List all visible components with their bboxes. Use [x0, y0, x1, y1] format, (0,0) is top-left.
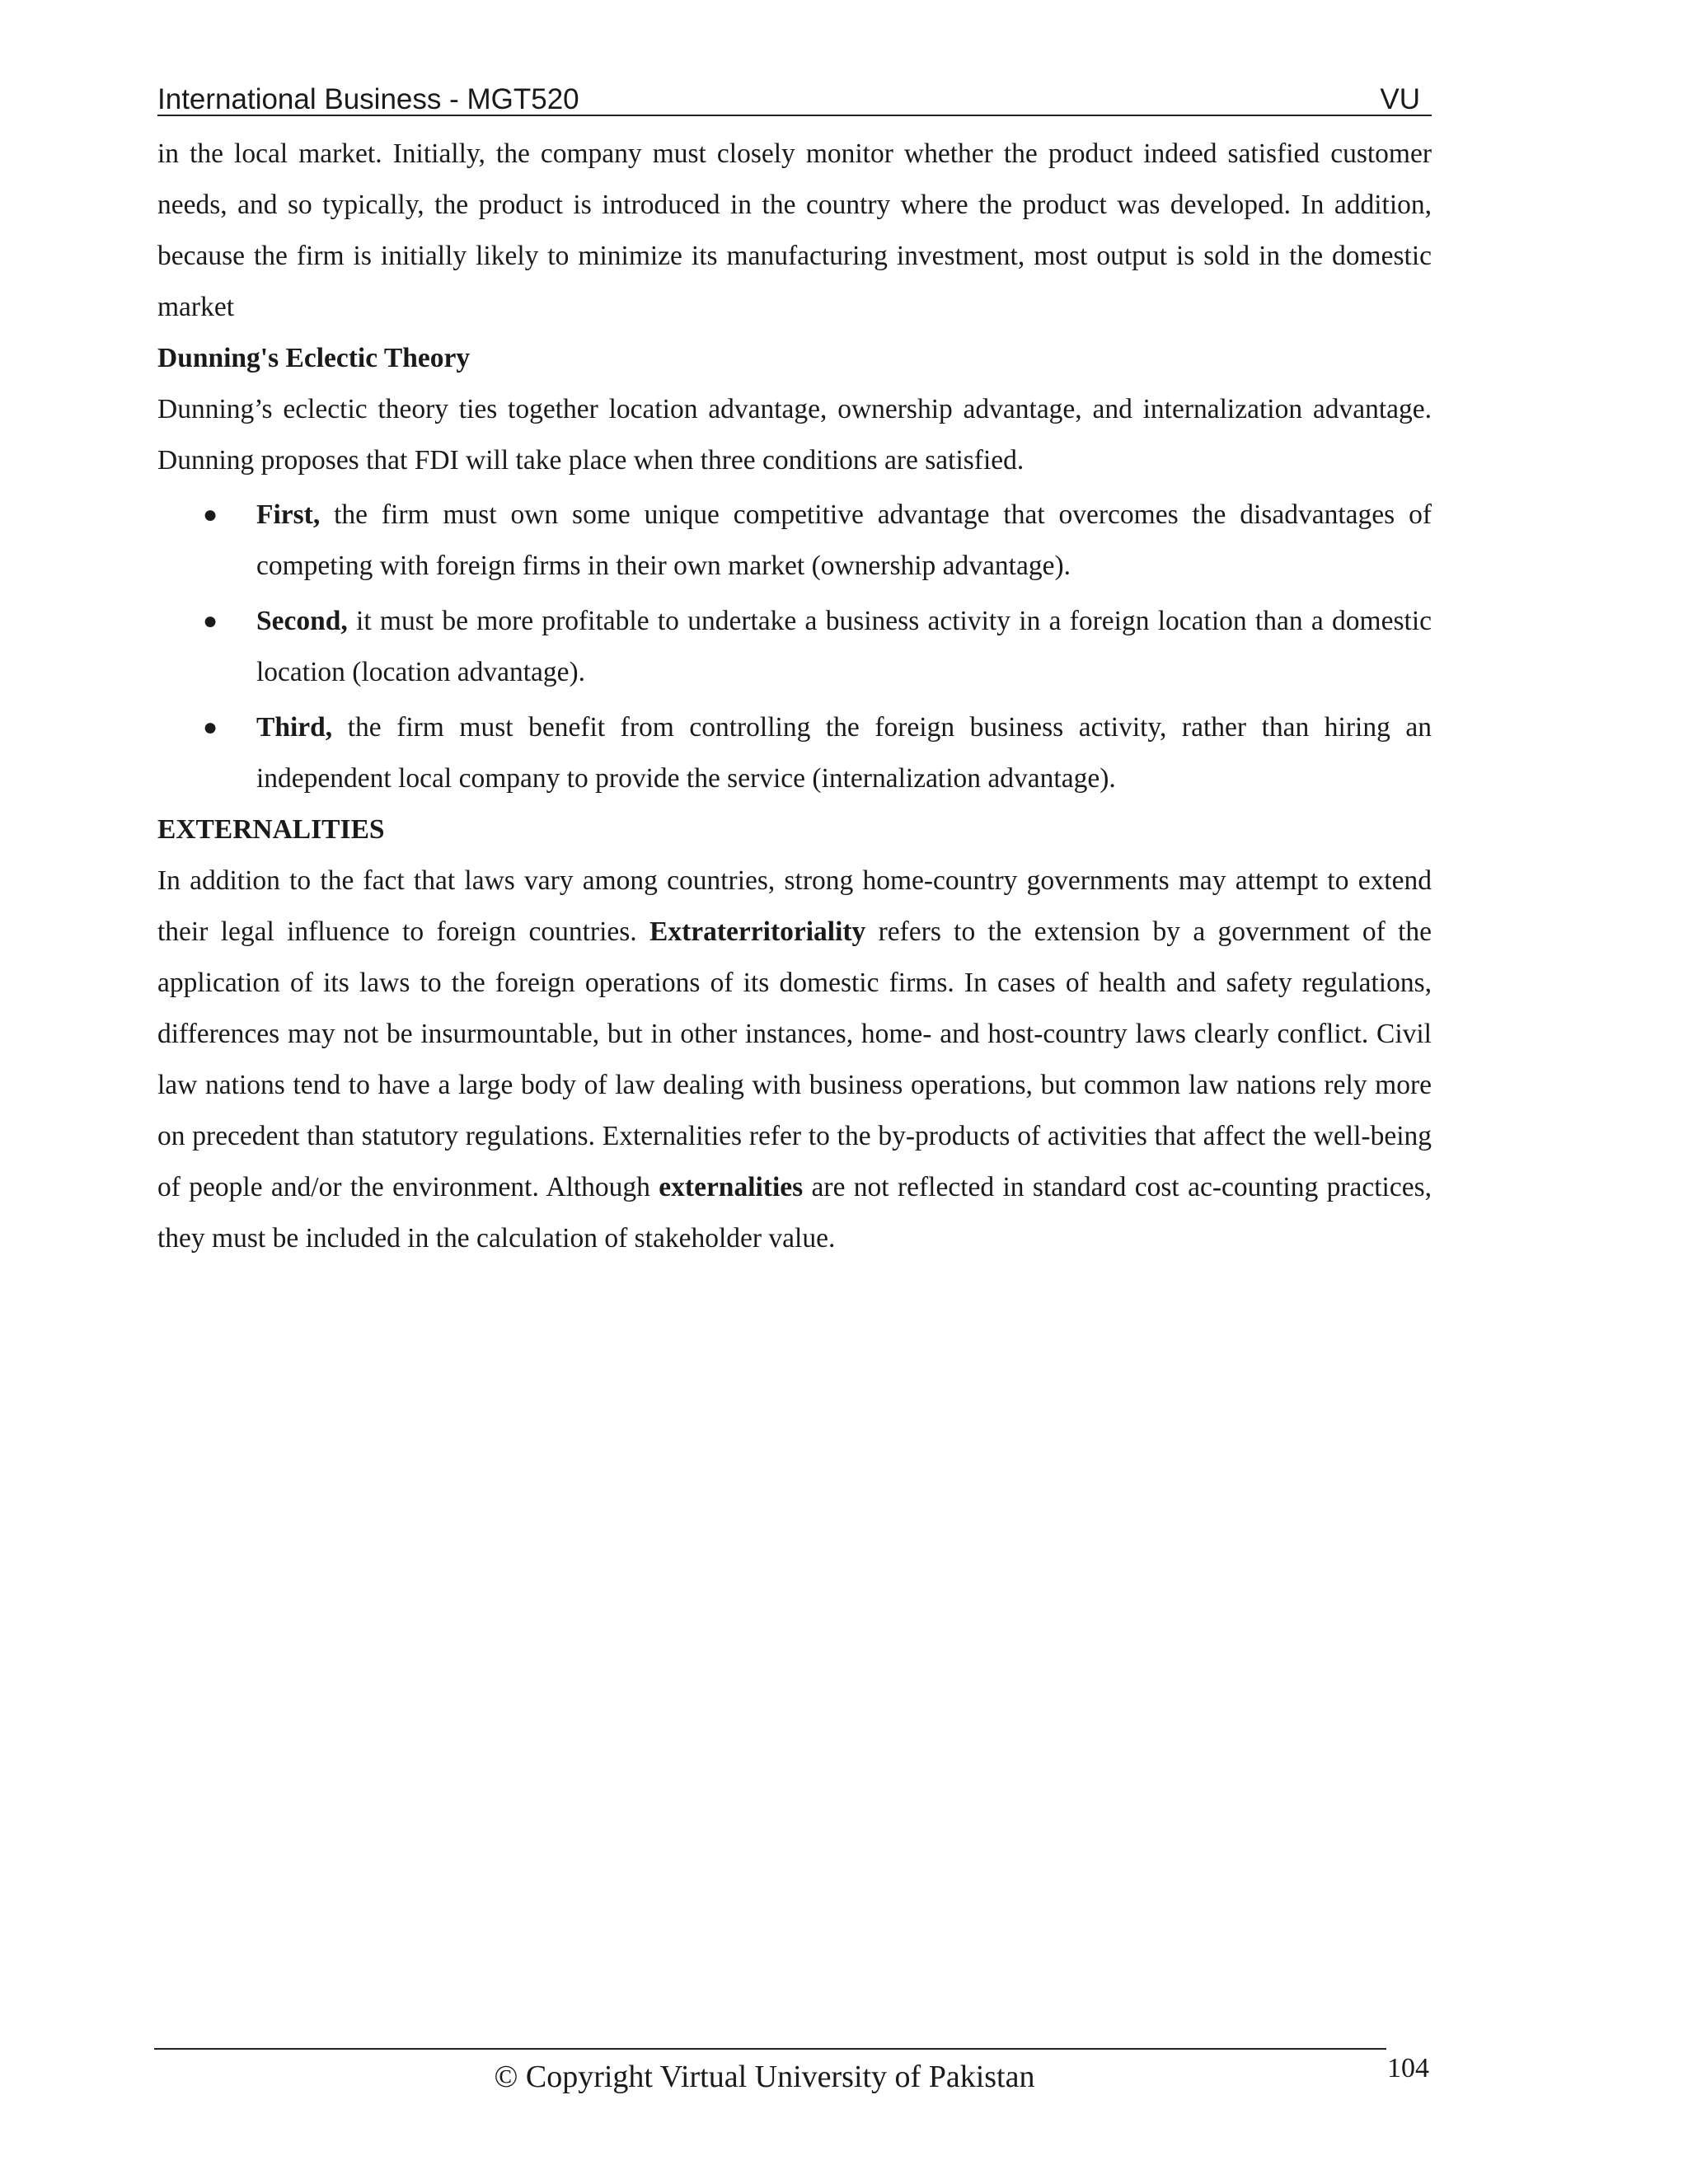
page-number: 104 [1387, 2053, 1429, 2083]
intro-paragraph: in the local market. Initially, the company must closely monitor whether the product indeed satisfied customer needs, and so typically, the product is introduced in the country where the product was developed. In addition, because the firm is initially likely to minimize its manufacturing investment, most output is sold in the domestic market [157, 138, 1432, 322]
externalities-text-1: In addition to the fact that laws vary among countries, strong home-country governments may attempt to extend their legal influence to foreign countries. [157, 865, 1432, 947]
copyright-notice: © Copyright Virtual University of Pakistan [494, 2060, 1035, 2094]
bullet-text: it must be more profitable to undertake a business activity in a foreign location than a domestic location (location advantage). [256, 606, 1432, 687]
bullet-lead: Third, [256, 712, 333, 743]
bullet-text: the firm must own some unique competitive advantage that overcomes the disadvantages of competing with foreign firms in their own market (ownership advantage). [256, 499, 1432, 581]
course-title: International Business - MGT520 [157, 83, 579, 115]
bullet-lead: Second, [256, 606, 348, 636]
externalities-text-3: are not reflected in standard cost ac-counting practices, they must be included in the calculation of stakeholder value. [157, 1172, 1432, 1254]
bullet-icon: ● [203, 501, 218, 528]
externalities-paragraph [157, 855, 1432, 1264]
externalities-text-2: refers to the extension by a government of the application of its laws to the foreign operations of its domestic firms. In cases of health and safety regulations, differences may not be insurmountable, but in other instances, home- and host-country laws clearly conflict. Civil law nations tend to have a large body of law dealing with business operations, but common law nations rely more on precedent than statutory regulations. Externalities refer to the by-products of activities that affect the well-being of people and/or the environment. Although [157, 916, 1432, 1202]
bullet-lead: First, [256, 499, 321, 530]
page-content [157, 129, 1432, 1264]
bullet-icon: ● [203, 607, 218, 635]
dunning-heading: Dunning's Eclectic Theory [157, 343, 471, 373]
term-externalities: externalities [659, 1172, 804, 1202]
institution-label: VU [1380, 83, 1420, 115]
dunning-paragraph: Dunning’s eclectic theory ties together location advantage, ownership advantage, and internalization advantage. Dunning proposes that FDI will take place when three conditions are satisfied. [157, 394, 1432, 476]
list-item [157, 490, 1432, 592]
externalities-heading: EXTERNALITIES [157, 814, 385, 845]
footer-divider [154, 2048, 1386, 2050]
conditions-list [157, 490, 1432, 804]
bullet-text: the firm must benefit from controlling the foreign business activity, rather than hiring an independent local company to provide the service (internalization advantage). [256, 712, 1432, 794]
term-extraterritoriality: Extraterritoriality [649, 916, 866, 947]
list-item [157, 596, 1432, 698]
page-header [157, 78, 1432, 116]
list-item [157, 702, 1432, 804]
bullet-icon: ● [203, 714, 218, 741]
